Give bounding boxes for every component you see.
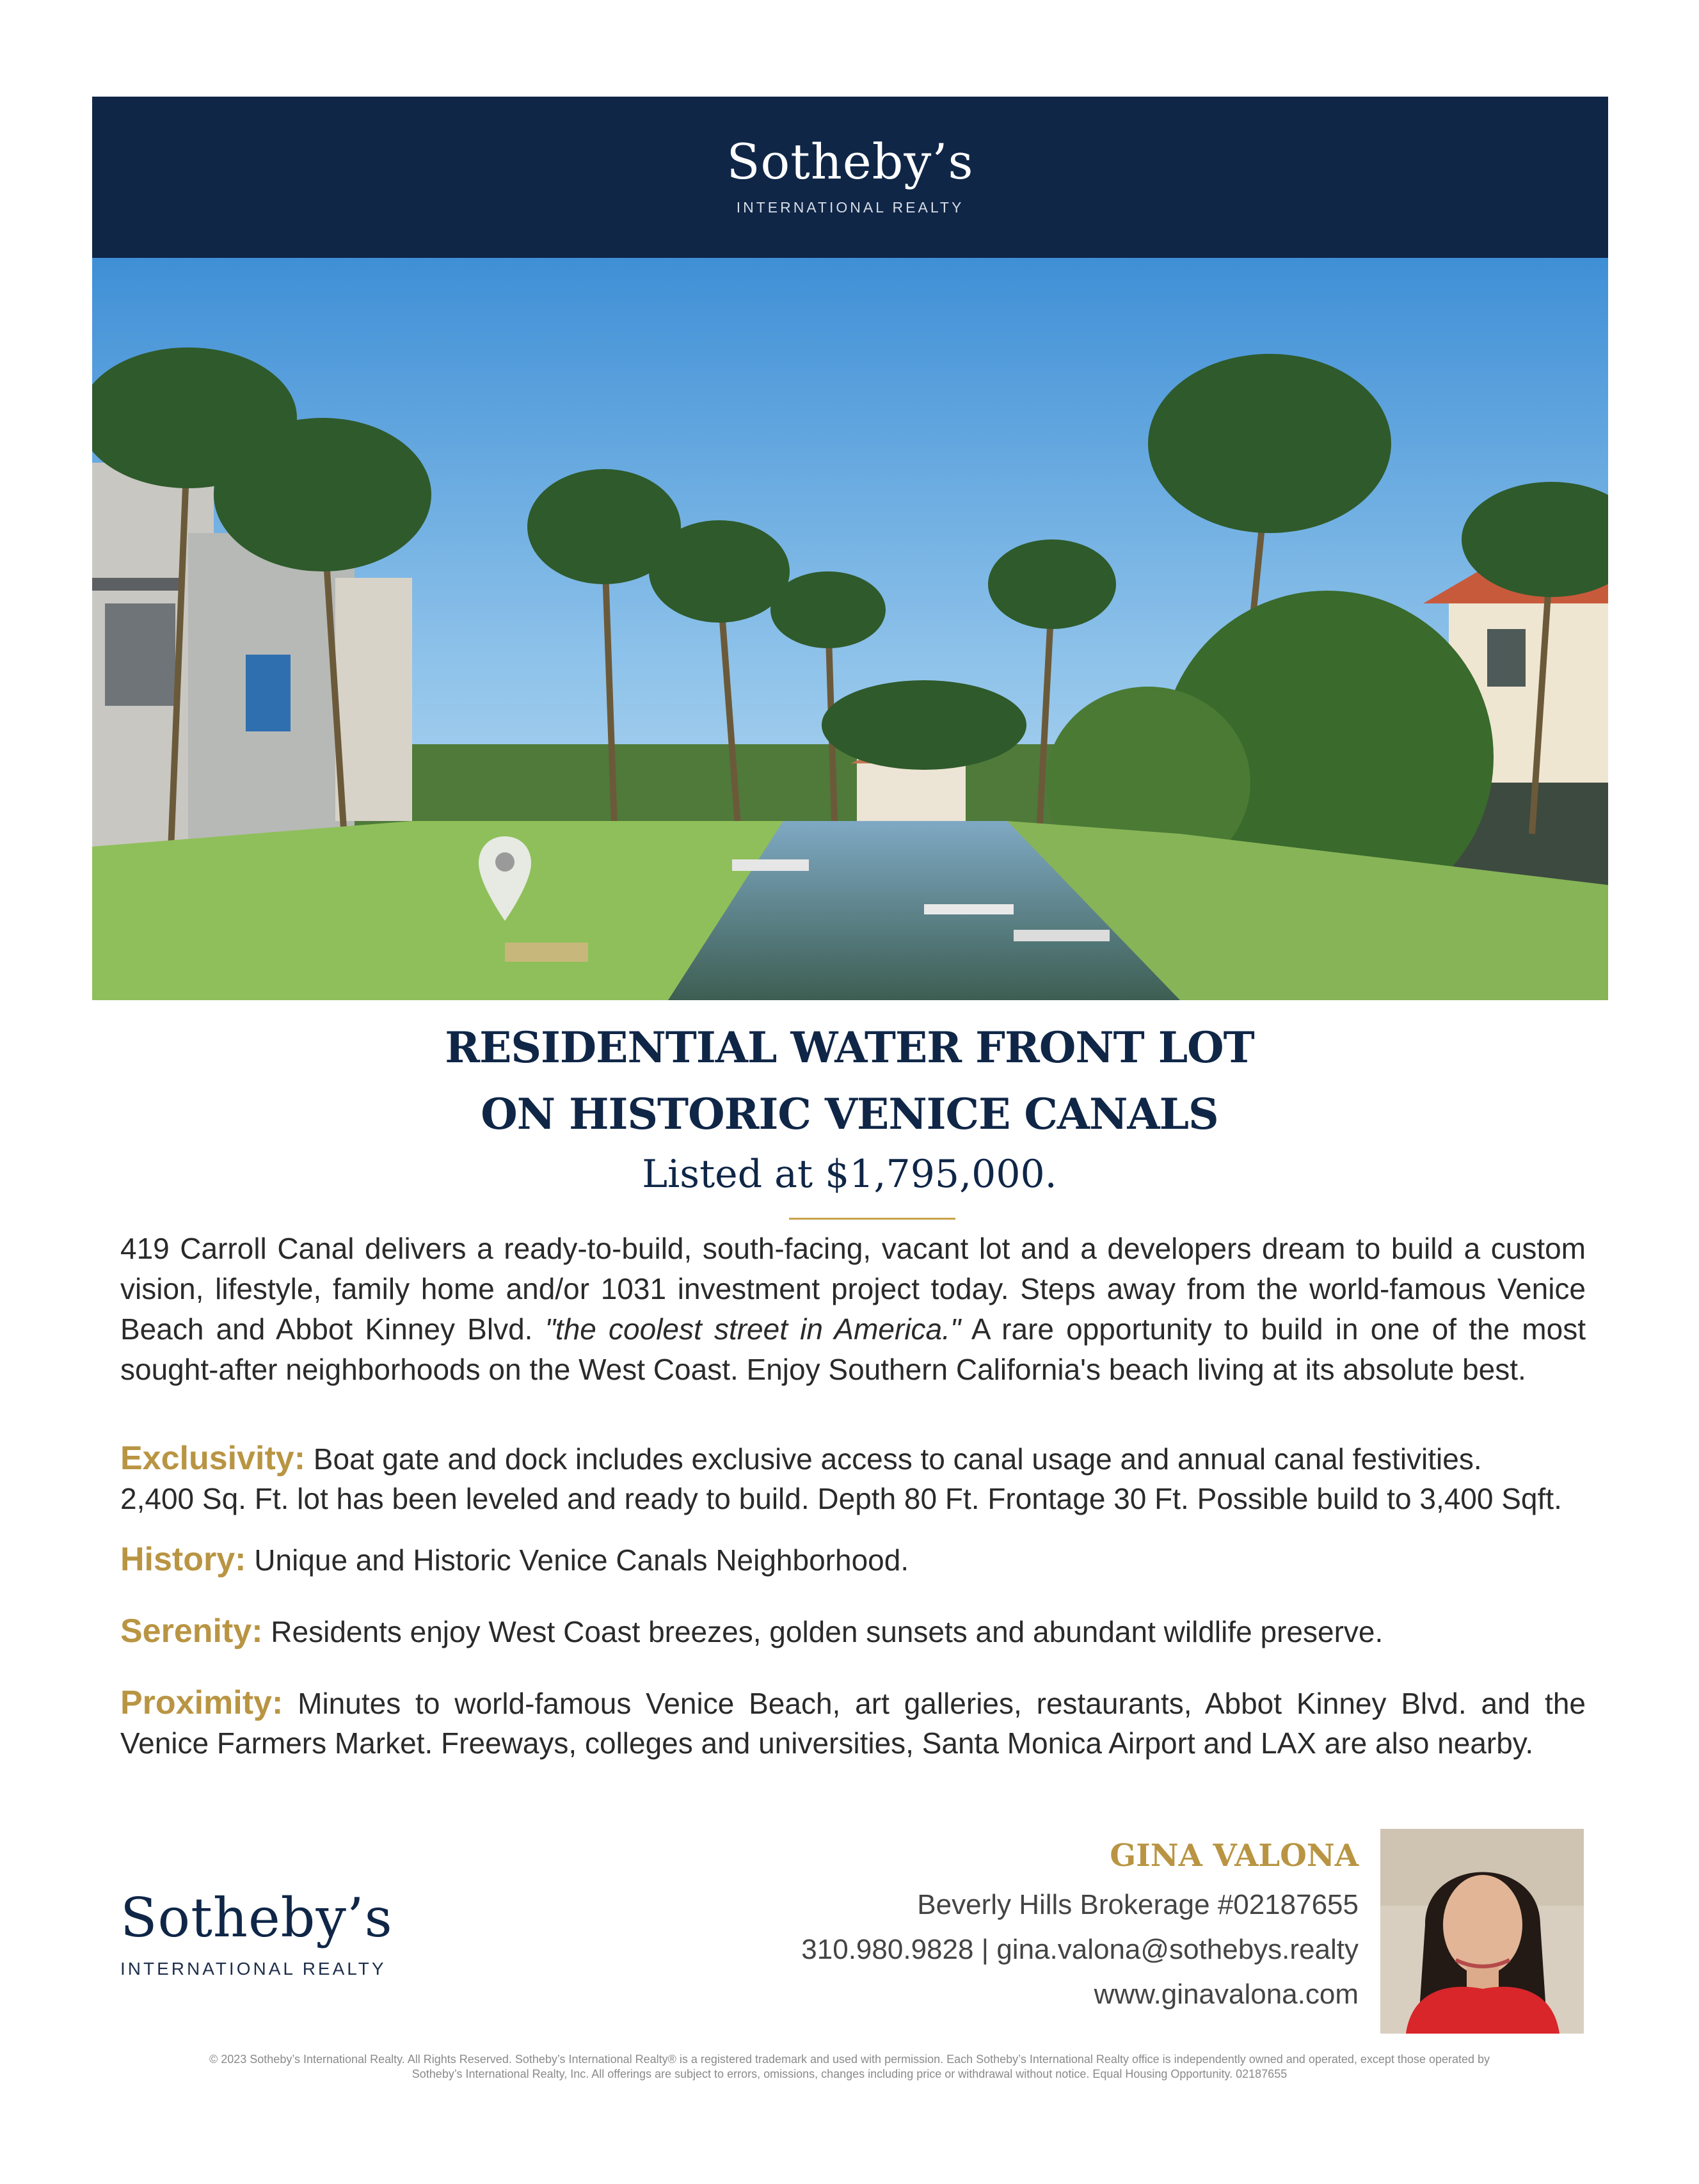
agent-website-link[interactable]: www.ginavalona.com bbox=[1094, 1979, 1359, 2010]
disclaimer-line2: Sotheby’s International Realty, Inc. All offerings are subject to errors, omissions, changes including price or withdrawal without notice. Equal Housing Opportunity. 02187655 bbox=[411, 2068, 1288, 2080]
agent-photo-image bbox=[1380, 1829, 1584, 2034]
feature-proximity bbox=[120, 1683, 1586, 1763]
listing-price: Listed at $1,795,000. bbox=[642, 1152, 1057, 1197]
feature-exclusivity bbox=[120, 1439, 1586, 1518]
feature-label: Proximity: bbox=[120, 1684, 283, 1721]
header-banner bbox=[92, 97, 1608, 258]
hero-photo bbox=[92, 258, 1608, 1000]
feature-text: Residents enjoy West Coast breezes, golden sunsets and abundant wildlife preserve. bbox=[262, 1615, 1384, 1648]
description-text: 419 Carroll Canal delivers a ready-to-build, south-facing, vacant lot and a developers dream to build a custom vision, lifestyle, family home and/or 1031 investment project today. Steps away from the world-famous Venice Beach and Abbot Kinney Blvd. bbox=[120, 1232, 1586, 1346]
gold-divider bbox=[789, 1218, 955, 1220]
agent-phone-email[interactable]: 310.980.9828 | gina.valona@sothebys.realty bbox=[801, 1934, 1359, 1965]
canal-scene-image bbox=[92, 258, 1608, 1000]
footer-logo-subtitle: INTERNATIONAL REALTY bbox=[120, 1959, 387, 1979]
agent-brokerage: Beverly Hills Brokerage #02187655 bbox=[917, 1889, 1359, 1920]
agent-contact-block bbox=[801, 1838, 1359, 2017]
feature-label: Exclusivity: bbox=[120, 1440, 306, 1477]
brand-logo-name: Sotheby’s bbox=[726, 133, 974, 190]
description-quote: "the coolest street in America." bbox=[545, 1312, 961, 1346]
feature-label: Serenity: bbox=[120, 1613, 263, 1650]
agent-name: GINA VALONA bbox=[1110, 1838, 1359, 1874]
listing-title-line1: RESIDENTIAL WATER FRONT LOT bbox=[445, 1023, 1254, 1072]
feature-label: History: bbox=[120, 1541, 246, 1578]
brand-logo-subtitle: INTERNATIONAL REALTY bbox=[736, 199, 964, 216]
listing-description bbox=[120, 1229, 1586, 1390]
feature-history bbox=[120, 1540, 1586, 1580]
listing-title-line2: ON HISTORIC VENICE CANALS bbox=[481, 1089, 1218, 1139]
description-text-end: A rare opportunity to build in one of the most sought-after neighborhoods on the West Coast. Enjoy Southern California's beach living at its absolute best. bbox=[120, 1312, 1586, 1386]
feature-text: Boat gate and dock includes exclusive access to canal usage and annual canal festivities. bbox=[305, 1442, 1482, 1476]
agent-portrait bbox=[1380, 1829, 1584, 2034]
legal-disclaimer bbox=[96, 2052, 1603, 2082]
disclaimer-line1: © 2023 Sotheby’s International Realty. All Rights Reserved. Sotheby’s International Realty® is a registered trademark and used with permission. Each Sotheby’s International Realty office is independently owned and operated, except those operated by bbox=[209, 2053, 1490, 2066]
location-pin-icon bbox=[476, 834, 534, 923]
feature-text: Minutes to world-famous Venice Beach, art galleries, restaurants, Abbot Kinney Blvd. and the Venice Farmers Market. Freeways, colleges and universities, Santa Monica Airport and LAX are also nearby. bbox=[120, 1687, 1586, 1760]
footer-logo-name: Sotheby’s bbox=[120, 1886, 393, 1949]
feature-text-line2: 2,400 Sq. Ft. lot has been leveled and ready to build. Depth 80 Ft. Frontage 30 Ft. Possible build to 3,400 Sqft. bbox=[120, 1482, 1562, 1515]
feature-text: Unique and Historic Venice Canals Neighborhood. bbox=[246, 1543, 909, 1577]
feature-serenity bbox=[120, 1611, 1586, 1652]
footer-brand-logo bbox=[120, 1886, 393, 1979]
